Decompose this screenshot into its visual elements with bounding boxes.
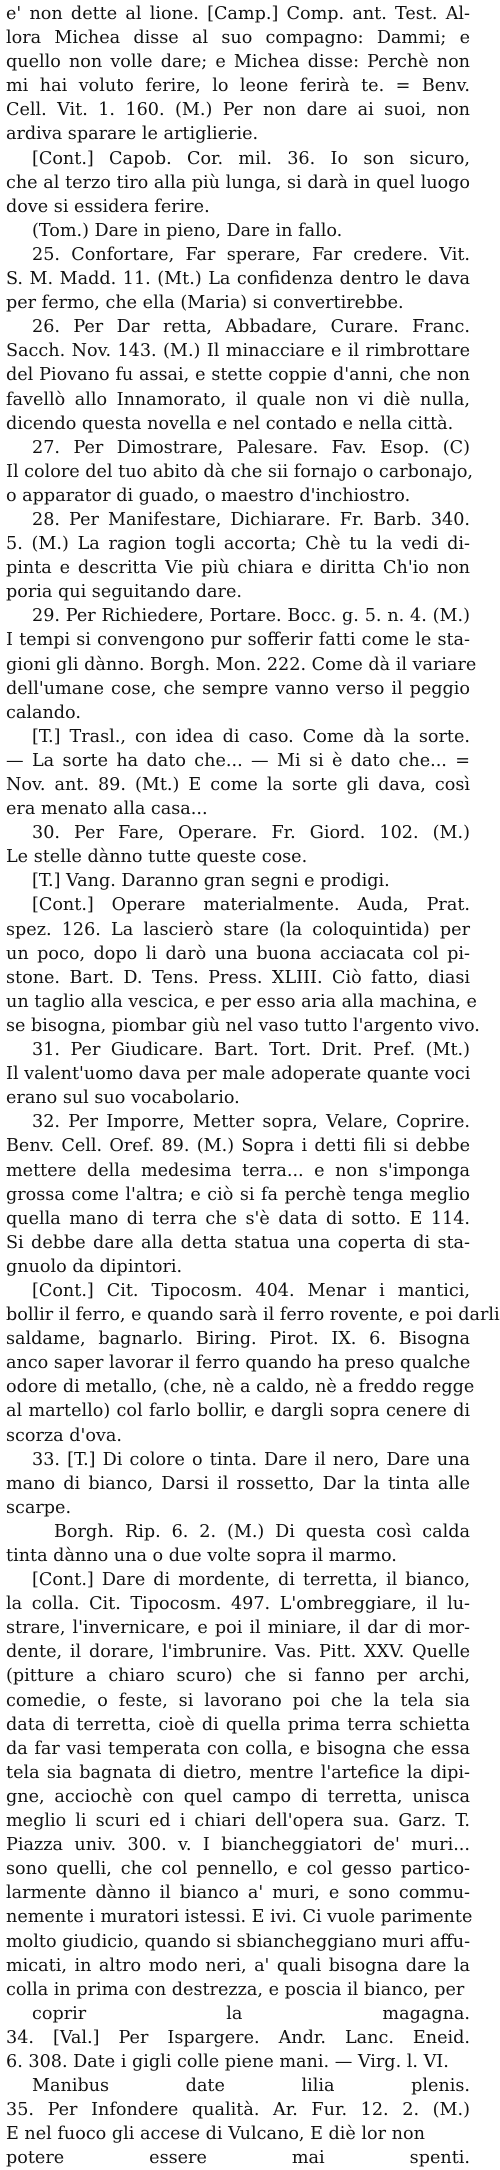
text-line: spez. 126. La lascierò stare (la coloquintida) per xyxy=(6,919,470,940)
text-line: data di terretta, cioè di quella prima terra schietta xyxy=(6,1714,470,1735)
text-line: sono quelli, che col pennello, e col gesso partico- xyxy=(6,1859,470,1880)
text-line: Il colore del tuo abito dà che sii fornajo o carbonajo, xyxy=(6,461,473,482)
text-line: mano di bianco, Darsi il rossetto, Dar la tinta alle xyxy=(6,1473,470,1494)
text-line: 30. Per Fare, Operare. Fr. Giord. 102. (M.) xyxy=(32,823,470,844)
text-line: Piazza univ. 300. v. I biancheggiatori de' muri... xyxy=(6,1835,470,1856)
text-line: 35. Per Infondere qualità. Ar. Fur. 12. 2. (M.) xyxy=(6,2100,470,2121)
text-line: scarpe. xyxy=(6,1497,72,1518)
text-line: del Piovano fu assai, e stette coppie d'anni, che non xyxy=(6,365,470,386)
text-line: se bisogna, piombar giù nel vaso tutto l'argento vivo. xyxy=(6,1015,480,1036)
text-line: erano sul suo vocabolario. xyxy=(6,1088,240,1109)
text-line: odore di metallo, (che, nè a caldo, nè a freddo regge xyxy=(6,1377,475,1398)
text-line: molto giudicio, quando si sbiancheggiano muri affu- xyxy=(6,1931,471,1952)
text-line: 26. Per Dar retta, Abbadare, Curare. Franc. xyxy=(32,317,470,338)
text-line: lora Michea disse al suo compagno: Dammi; e xyxy=(6,28,470,49)
text-line: 32. Per Imporre, Metter sopra, Velare, Coprire. xyxy=(32,1112,470,1133)
text-line: strare, l'invernicare, e poi il miniare, il dar di mor- xyxy=(6,1618,470,1639)
text-line: tinta dànno una o due volte sopra il marmo. xyxy=(6,1546,397,1566)
text-line: E nel fuoco gli accese di Vulcano, E diè lor non xyxy=(6,2124,425,2145)
text-line: stone. Bart. D. Tens. Press. XLIII. Ciò fatto, diasi xyxy=(6,967,470,988)
text-line: Benv. Cell. Oref. 89. (M.) Sopra i detti fili si debbe xyxy=(6,1136,470,1157)
text-line: dell'umane cose, che sempre vanno verso il peggio xyxy=(6,678,470,699)
text-line: [T.] Vang. Daranno gran segni e prodigi. xyxy=(32,871,390,892)
text-line: ardiva sparare le artiglierie. xyxy=(6,124,259,145)
text-line: [Cont.] Dare di mordente, di terretta, il bianco, xyxy=(32,1570,470,1591)
text-line: mettere della medesima terra... e non s'imponga xyxy=(6,1160,470,1181)
text-line: Sacch. Nov. 143. (M.) Il minacciare e il rimbrottare xyxy=(6,341,470,362)
text-line: Si debbe dare alla detta statua una coperta di sta- xyxy=(6,1232,470,1253)
text-line: favellò allo Innamorato, il quale non vi diè nulla, xyxy=(6,389,470,410)
text-line: era menato alla casa... xyxy=(6,799,208,820)
text-line: mi hai voluto ferire, lo leone ferirà te. = Benv. xyxy=(6,76,470,97)
text-line: gioni gli dànno. Borgh. Mon. 222. Come dà il variare xyxy=(6,654,477,675)
text-line: dove si essidera ferire. xyxy=(6,196,210,217)
text-line: 5. (M.) La ragion togli accorta; Chè tu la vedi di- xyxy=(6,534,470,555)
text-line: che al terzo tiro alla più lunga, si darà in quel luogo xyxy=(6,172,470,193)
text-line: Nov. ant. 89. (Mt.) E come la sorte gli dava, così xyxy=(6,775,470,795)
text-line: S. M. Madd. 11. (Mt.) La confidenza dentro le dava xyxy=(6,269,470,290)
text-line: — La sorte ha dato che... — Mi si è dato che... = xyxy=(6,750,470,771)
text-line: 6. 308. Date i gigli colle piene mani. — Virg. l. VI. xyxy=(6,2051,449,2072)
text-line: [Cont.] Capob. Cor. mil. 36. Io son sicuro, xyxy=(32,148,470,169)
text-line: Borgh. Rip. 6. 2. (M.) Di questa così calda xyxy=(54,1521,470,1542)
text-line: Cell. Vit. 1. 160. (M.) Per non dare ai suoi, non xyxy=(6,100,470,121)
text-line: bollir il ferro, e quando sarà il ferro rovente, e poi darli xyxy=(6,1305,500,1326)
text-line: meglio li scuri ed i chiari dell'opera sua. Garz. T. xyxy=(6,1811,470,1832)
text-line: tela sia bagnata di dietro, mentre l'artefice la dipi- xyxy=(6,1762,470,1783)
text-line: Il valent'uomo dava per male adoperate quante voci xyxy=(6,1064,471,1085)
text-column xyxy=(6,2,500,2170)
text-line: scorza d'ova. xyxy=(6,1425,122,1446)
text-line: calando. xyxy=(6,702,81,723)
text-line: saldame, bagnarlo. Biring. Pirot. IX. 6. Bisogna xyxy=(6,1329,470,1350)
text-line: gne, acciochè con quel campo di terretta, unisca xyxy=(6,1786,470,1807)
text-line: colla in prima con destrezza, e poscia il bianco, per xyxy=(6,1979,465,2000)
text-line: 29. Per Richiedere, Portare. Bocc. g. 5. n. 4. (M.) xyxy=(32,606,470,627)
text-line: potere essere mai spenti. xyxy=(6,2148,470,2169)
text-line: un poco, dopo li darò una buona acciacata col pi- xyxy=(6,943,470,964)
text-line: [Cont.] Operare materialmente. Auda, Prat. xyxy=(32,895,470,916)
text-line: al martello) col farlo bollir, e dargli sopra cenere di xyxy=(6,1401,470,1422)
text-line: dicendo questa novella e nel contado e nella città. xyxy=(6,413,454,434)
text-line: dente, il dorare, l'imbrunire. Vas. Pitt. XXV. Quelle xyxy=(6,1642,470,1663)
text-line: da far vasi temperata con colla, e bisogna che essa xyxy=(6,1738,470,1759)
text-line: e' non dette al lione. [Camp.] Comp. ant. Test. Al- xyxy=(6,4,470,24)
text-line: 25. Confortare, Far sperare, Far credere. Vit. xyxy=(32,244,470,265)
text-line: [Cont.] Cit. Tipocosm. 404. Menar i mantici, xyxy=(32,1280,470,1301)
text-line: 28. Per Manifestare, Dichiarare. Fr. Barb. 340. xyxy=(32,509,470,530)
text-line: micati, in altro modo neri, a' quali bisogna dare la xyxy=(6,1955,470,1976)
text-line: nemente i muratori istessi. E ivi. Ci vuole parimente xyxy=(6,1907,473,1928)
text-line: pinta e descritta Vie più chiara e diritta Ch'io non xyxy=(6,558,470,579)
text-line: gnuolo da dipintori. xyxy=(6,1256,183,1277)
text-line: grossa come l'altra; e ciò si fa perchè tenga meglio xyxy=(6,1184,470,1205)
text-line: Le stelle dànno tutte queste cose. xyxy=(6,847,308,868)
text-line: per fermo, che ella (Maria) si convertirebbe. xyxy=(6,293,404,314)
text-line: anco saper lavorar il ferro quando ha preso qualche xyxy=(6,1353,471,1374)
text-line: (Tom.) Dare in pieno, Dare in fallo. xyxy=(32,220,343,241)
text-line: 34. [Val.] Per Ispargere. Andr. Lanc. Eneid. xyxy=(6,2027,470,2048)
text-line: la colla. Cit. Tipocosm. 497. L'ombreggiare, il lu- xyxy=(6,1594,470,1615)
text-line: coprir la magagna. xyxy=(32,2003,470,2024)
text-line: o apparator di guado, o maestro d'inchiostro. xyxy=(6,485,411,506)
text-line: (pitture a chiaro scuro) che si fanno per archi, xyxy=(6,1666,470,1687)
text-line: poria qui seguitando dare. xyxy=(6,582,242,603)
text-line: 27. Per Dimostrare, Palesare. Fav. Esop. (C) xyxy=(32,437,470,458)
text-line: Manibus date lilia plenis. xyxy=(32,2076,470,2097)
text-line: quello non volle dare; e Michea disse: Perchè non xyxy=(6,52,470,73)
text-line: comedie, o feste, si lavorano poi che la tela sia xyxy=(6,1690,470,1711)
text-line: larmente dànno il bianco a' muri, e sono commu- xyxy=(6,1883,470,1904)
text-line: quella mano di terra che s'è data di sotto. E 114. xyxy=(6,1208,470,1229)
text-line: I tempi si convengono pur sofferir fatti come le sta- xyxy=(6,630,470,651)
text-line: un taglio alla vescica, e per esso aria alla machina, e xyxy=(6,991,477,1012)
text-line: 33. [T.] Di colore o tinta. Dare il nero, Dare una xyxy=(32,1449,470,1470)
text-line: [T.] Trasl., con idea di caso. Come dà la sorte. xyxy=(32,726,470,747)
text-line: 31. Per Giudicare. Bart. Tort. Drit. Pref. (Mt.) xyxy=(32,1040,470,1061)
